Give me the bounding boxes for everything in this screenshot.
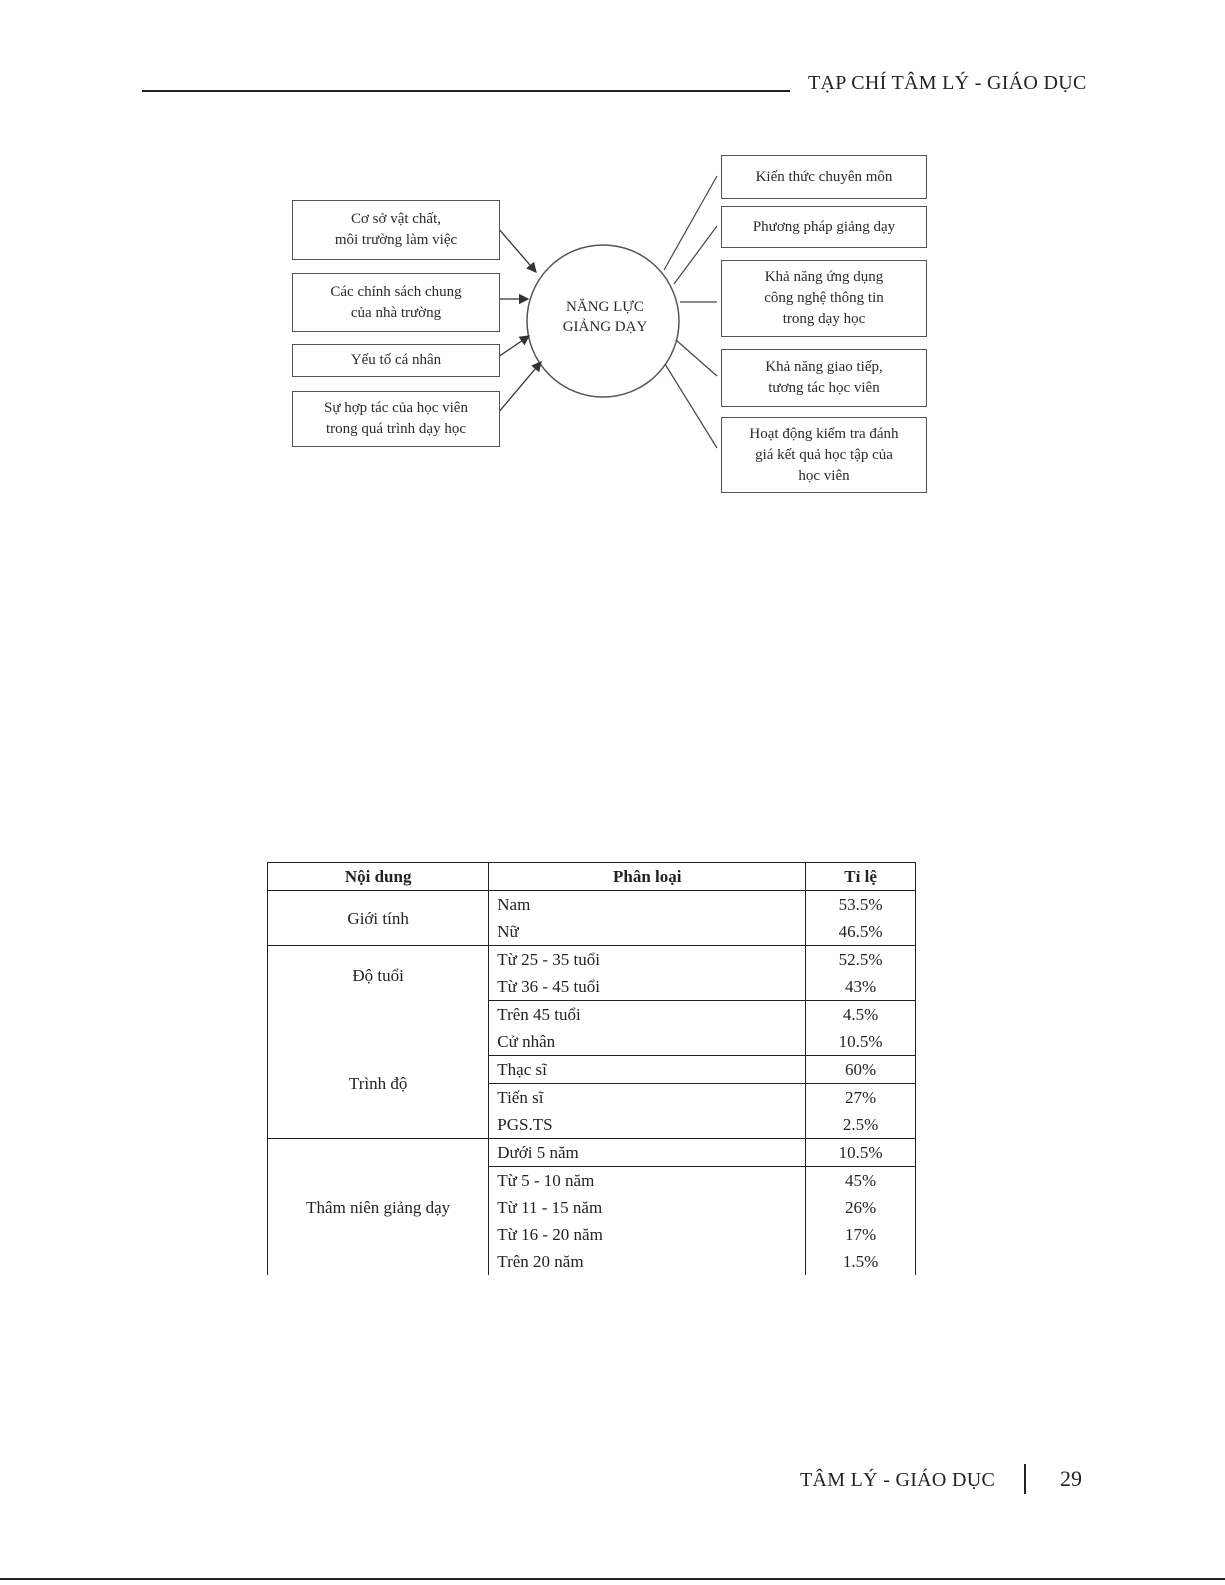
rate-cell: 10.5% <box>806 1028 916 1056</box>
footer-section-label: TÂM LÝ - GIÁO DỤC <box>800 1469 996 1491</box>
category-cell: Trên 45 tuổi <box>489 1001 806 1029</box>
category-cell: Thạc sĩ <box>489 1056 806 1084</box>
component-box: Hoạt động kiểm tra đánh giá kết quả học tập của học viên <box>721 417 927 493</box>
group-seniority: Thâm niên giảng dạy <box>268 1139 489 1276</box>
group-degree: Trình độ <box>268 1028 489 1139</box>
rate-cell: 45% <box>806 1167 916 1195</box>
component-box: Khả năng ứng dụng công nghệ thông tin trong dạy học <box>721 260 927 337</box>
rate-cell: 26% <box>806 1194 916 1221</box>
rate-cell: 10.5% <box>806 1139 916 1167</box>
category-cell: Trên 20 năm <box>489 1248 806 1275</box>
journal-title: TẠP CHÍ TÂM LÝ - GIÁO DỤC <box>808 72 1087 94</box>
header-content: Nội dung <box>268 863 489 891</box>
table-row <box>268 1139 916 1167</box>
teaching-competence-diagram <box>0 0 1225 520</box>
line-component-4 <box>676 340 717 376</box>
rate-cell: 1.5% <box>806 1248 916 1275</box>
rate-cell: 17% <box>806 1221 916 1248</box>
category-cell: Từ 11 - 15 năm <box>489 1194 806 1221</box>
header-category: Phân loại <box>489 863 806 891</box>
header-rate: Tỉ lệ <box>806 863 916 891</box>
rate-cell: 60% <box>806 1056 916 1084</box>
factor-box: Sự hợp tác của học viên trong quá trình dạy học <box>292 391 500 447</box>
footer-divider <box>1024 1464 1026 1494</box>
table-row <box>268 1028 916 1056</box>
rate-cell: 52.5% <box>806 946 916 974</box>
diagram-connectors <box>0 0 1225 520</box>
group-gender: Giới tính <box>268 891 489 946</box>
factor-box: Cơ sở vật chất, môi trường làm việc <box>292 200 500 260</box>
table-header-row <box>268 863 916 891</box>
category-cell: Từ 25 - 35 tuổi <box>489 946 806 974</box>
group-age: Độ tuổi <box>268 946 489 1029</box>
table-row <box>268 891 916 919</box>
page-number: 29 <box>1060 1466 1082 1491</box>
table-row <box>268 946 916 974</box>
rate-cell: 2.5% <box>806 1111 916 1139</box>
rate-cell: 27% <box>806 1084 916 1112</box>
component-box: Kiến thức chuyên môn <box>721 155 927 199</box>
rate-cell: 46.5% <box>806 918 916 946</box>
factor-box: Yếu tố cá nhân <box>292 344 500 377</box>
category-cell: Nam <box>489 891 806 919</box>
rate-cell: 53.5% <box>806 891 916 919</box>
factor-box: Các chính sách chung của nhà trường <box>292 273 500 332</box>
category-cell: Dưới 5 năm <box>489 1139 806 1167</box>
line-component-2 <box>674 226 717 284</box>
rate-cell: 43% <box>806 973 916 1001</box>
arrow-factor-4 <box>498 362 541 413</box>
center-label: NĂNG LỰC GIẢNG DẠY <box>562 299 648 335</box>
component-box: Phương pháp giảng dạy <box>721 206 927 248</box>
category-cell: Từ 36 - 45 tuổi <box>489 973 806 1001</box>
category-cell: Từ 16 - 20 năm <box>489 1221 806 1248</box>
category-cell: Nữ <box>489 918 806 946</box>
component-box: Khả năng giao tiếp, tương tác học viên <box>721 349 927 407</box>
bottom-rule <box>0 1578 1225 1580</box>
respondent-stats-table <box>267 862 916 1275</box>
category-cell: Tiến sĩ <box>489 1084 806 1112</box>
category-cell: PGS.TS <box>489 1111 806 1139</box>
line-component-5 <box>665 364 717 448</box>
category-cell: Cử nhân <box>489 1028 806 1056</box>
rate-cell: 4.5% <box>806 1001 916 1029</box>
arrow-factor-1 <box>498 228 536 272</box>
arrow-factor-3 <box>498 336 529 357</box>
line-component-1 <box>664 176 717 270</box>
category-cell: Từ 5 - 10 năm <box>489 1167 806 1195</box>
